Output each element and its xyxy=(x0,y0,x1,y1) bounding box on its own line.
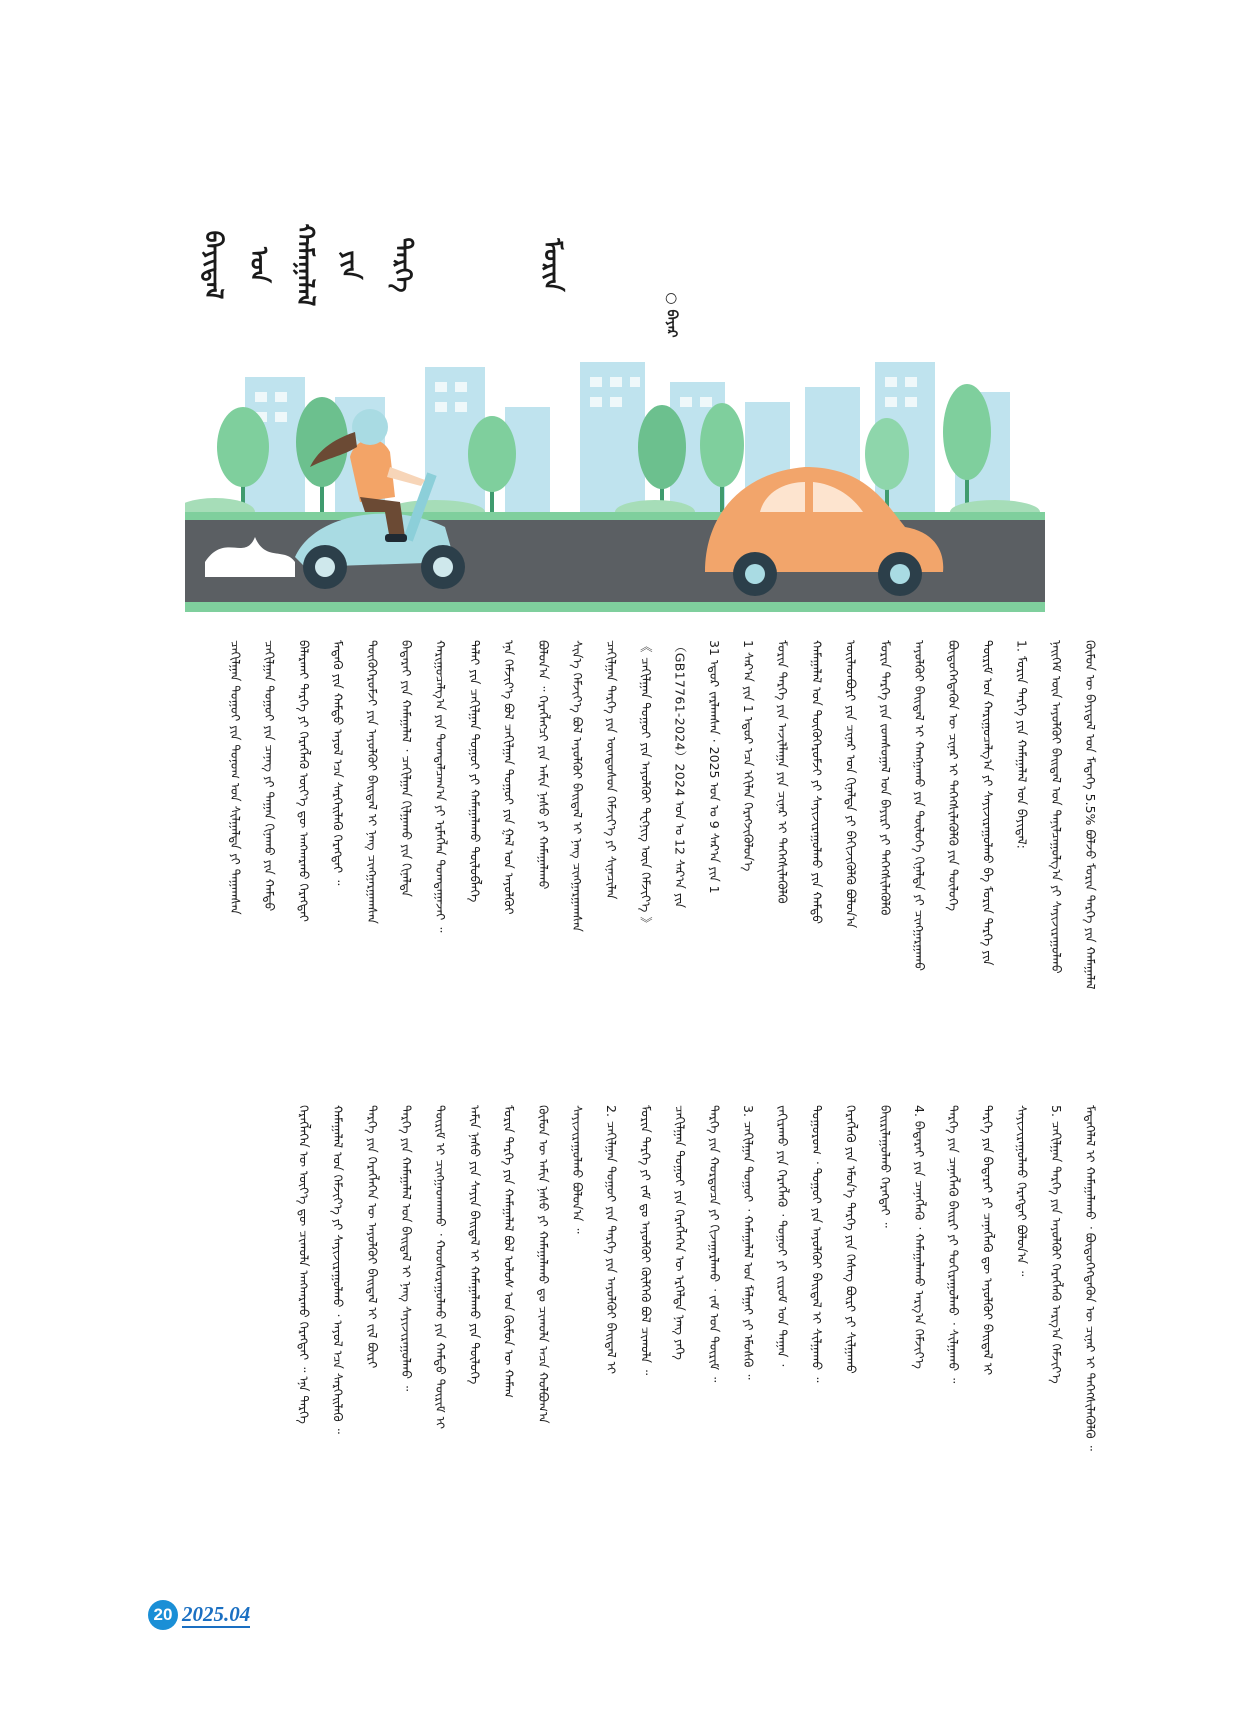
text-line: ᠪᠦᠲᠦᠭᠡᠭᠳᠡᠬᠦᠨ ᠦ ᠴᠢᠨᠠᠷ ᠢ ᠳᠡᠭᠡᠭᠰᠢᠯᠡᠭᠦᠯᠬᠦ ᠶᠢᠨ ᠲᠥᠯᠦᠭᠡ xyxy=(946,640,962,912)
text-line: ᠳᠦᠷᠢᠮ ᠤᠨ ᠬᠠᠷᠢᠭᠤᠴᠠᠯᠭ᠎ᠠ ᠶᠢ ᠰᠠᠶᠢᠵᠢᠷᠠᠭᠤᠯᠬᠤ ᠪᠠ ᠮᠣᠷᠢᠨ ᠲᠡᠷᠭᠡ ᠶᠢᠨ xyxy=(980,640,996,966)
text-column xyxy=(396,1105,417,1585)
text-column xyxy=(704,1105,725,1585)
text-line: ᠴᠠᠬᠢᠯᠭᠠᠨ ᠳᠤᠭᠤᠢ ᠶᠢᠨ ᠴᠡᠨᠡᠭ ᠶᠢ ᠳᠠᠭᠠᠨ ᠬᠢᠨᠠᠬᠤ ᠶᠢᠨ ᠬᠠᠮᠲᠤ xyxy=(262,640,278,912)
text-column xyxy=(1080,640,1101,1070)
text-line: ᠮᠡᠳᠡᠬᠦ ᠶᠢᠨ ᠬᠠᠮᠲᠤ ᠠᠶᠤᠯ ᠡᠴᠡ ᠰᠡᠷᠭᠡᠢᠯᠡᠬᠦ ᠬᠡᠷᠡᠭᠲᠡᠢ ᠃ xyxy=(330,640,346,886)
text-line: （GB17761-2024）2024 ᠣᠨ ᠤ 12 ᠰᠠᠷ᠎ᠠ ᠶᠢᠨ xyxy=(672,640,688,908)
author-byline: ○ ᠪᠠᠶᠠᠷ xyxy=(664,292,680,338)
text-line: ᠰᠠᠶᠢᠵᠢᠷᠠᠭᠤᠯᠬᠤ ᠬᠡᠷᠡᠭᠲᠡᠢ ᠪᠣᠯᠤᠨ᠎ᠠ ᠃ xyxy=(1014,1105,1030,1277)
text-line: ᠬᠦᠮᠦᠨ ᠦ ᠪᠠᠶᠢᠳᠠᠯ ᠤᠨ ᠮᠡᠳᠡᠭᠡ 5.5% ᠪᠣᠯᠵᠤ ᠮᠣᠷᠢᠨ ᠲᠡᠷᠭᠡ ᠶᠢᠨ ᠬᠠᠮᠠᠭᠠᠯᠠᠯ xyxy=(1083,640,1098,990)
text-line: ᠬᠡᠷᠡᠭᠯᠡᠬᠦ ᠶᠢᠨ ᠡᠮᠦᠨ᠎ᠡ ᠲᠡᠷᠭᠡ ᠶᠢᠨ ᠬᠡᠰᠡᠭ ᠪᠦᠷᠢ ᠶᠢ ᠰᠢᠯᠭᠠᠬᠤ xyxy=(843,1105,859,1374)
text-line: ᠪᠣᠯᠤᠨ᠎ᠠ ᠃ ᠬᠡᠷᠡᠭᠯᠡᠭᠴᠢ ᠶᠢᠨ ᠠᠮᠢᠨ ᠨᠠᠰᠤ ᠶᠢ ᠬᠠᠮᠠᠭᠠᠯᠠᠬᠤ xyxy=(535,640,551,890)
text-line: ᠴᠠᠬᠢᠯᠭᠠᠨ ᠳᠤᠭᠤᠢ ᠶᠢᠨ ᠲᠣᠨᠣᠭ ᠤᠨ ᠰᠢᠯᠭᠠᠯᠲᠠ ᠶᠢ ᠳᠠᠭᠠᠭᠰᠠᠨ xyxy=(228,640,243,915)
text-line: ᠴᠠᠬᠢᠯᠭᠠᠨ ᠳᠤᠭᠤᠢ ᠶᠢᠨ ᠬᠡᠷᠡᠭᠯᠡᠭᠡᠨ ᠦ ᠡᠷᠭᠡᠯᠲᠡ ᠨᠡᠩ ᠶᠡᠬᠡ xyxy=(672,1105,688,1360)
text-line: 3. ᠴᠠᠬᠢᠯᠭᠠᠨ ᠳᠤᠭᠤᠢ ᠂ ᠬᠠᠮᠠᠭᠠᠯᠠᠯ ᠤᠨ ᠮᠠᠯᠭᠠᠢ ᠶᠢ ᠡᠮᠦᠰᠬᠦ ᠃ xyxy=(741,1105,756,1380)
text-column xyxy=(1046,640,1067,1070)
text-line: 4. ᠪᠠᠲᠠᠷᠡᠢ ᠶᠢᠨ ᠴᠡᠨᠡᠭᠯᠡᠬᠦ ᠂ ᠬᠠᠮᠠᠭᠠᠯᠠᠬᠤ ᠠᠷᠭ᠎ᠠ ᠬᠡᠮᠵᠢᠶ᠎ᠡ xyxy=(912,1105,927,1369)
text-column xyxy=(601,640,622,1070)
text-line: ᠳᠠᠯᠠᠢ ᠶᠢᠨ ᠴᠠᠬᠢᠯᠭᠠᠨ ᠳᠤᠭᠤᠢ ᠶᠢ ᠬᠠᠮᠠᠭᠠᠯᠠᠬᠤ ᠲᠥᠯᠦᠪᠯᠡᠭᠡ xyxy=(467,640,483,903)
text-line: ᠳᠦᠷᠢᠮ ᠢ ᠴᠢᠩᠭᠠᠳᠬᠠᠬᠤ ᠂ ᠬᠣᠣᠰᠤᠷᠠᠭᠤᠯᠬᠤ ᠶᠢᠨ ᠬᠠᠮᠲᠤ ᠳᠦᠷᠢᠮ ᠢ xyxy=(433,1105,449,1430)
text-line: ᠲᠡᠷᠭᠡ ᠶᠢᠨ ᠪᠠᠲᠠᠷᠡᠢ ᠶᠢ ᠴᠡᠨᠡᠭᠯᠡᠬᠦ ᠳᠦ ᠠᠶᠤᠯᠭᠦᠢ ᠪᠠᠢᠳᠠᠯ ᠢ xyxy=(980,1105,996,1376)
title-word: ᠬᠠᠮᠠᠭᠠᠯᠠᠯ xyxy=(291,223,321,307)
text-column xyxy=(772,640,793,1070)
text-column xyxy=(567,1105,588,1585)
text-line: ᠬᠠᠷᠢᠭᠤᠴᠠᠯᠭ᠎ᠠ ᠶᠢᠨ ᠲᠣᠭᠲᠠᠯᠴᠠᠭ᠎ᠠ ᠶᠢ ᠡᠷᠮᠡᠭᠯᠡᠨ ᠲᠣᠭᠲᠠᠭᠠᠵᠠᠢ ᠃ xyxy=(433,640,449,933)
text-line: ᠠᠮᠢᠨ ᠨᠠᠰᠤ ᠶᠢᠨ ᠰᠠᠶᠢᠨ ᠪᠠᠢᠳᠠᠯ ᠢ ᠬᠠᠮᠠᠭᠠᠯᠠᠬᠤ ᠶᠢᠨ ᠲᠥᠯᠦᠭᠡ xyxy=(467,1105,483,1385)
text-column xyxy=(909,1105,930,1585)
text-line: ᠡᠨᠡ ᠬᠡᠮᠵᠢᠶ᠎ᠡ ᠪᠣᠯ ᠴᠠᠬᠢᠯᠭᠠᠨ ᠳᠤᠭᠤᠢ ᠶᠢᠨ ᠭᠠᠯ ᠤᠨ ᠠᠶᠤᠯᠭᠦᠢ xyxy=(501,640,517,915)
text-column xyxy=(328,1105,349,1585)
text-line: ᠪᠠᠯᠠᠷᠬᠠᠢ ᠲᠡᠷᠭᠡ ᠶᠢ ᠬᠡᠷᠡᠭᠯᠡᠬᠦ ᠦᠶ᠎ᠡ ᠳᠦ ᠠᠩᠬᠠᠷᠬᠤ ᠬᠡᠷᠡᠭᠲᠡᠢ xyxy=(296,640,312,922)
text-column xyxy=(499,640,520,1070)
text-column xyxy=(1012,1105,1033,1585)
text-line: ᠲᠡᠷᠭᠡ ᠶᠢᠨ ᠬᠡᠷᠡᠭᠯᠡᠭᠡᠨ ᠦ ᠠᠶᠤᠯᠭᠦᠢ ᠪᠠᠢᠳᠠᠯ ᠢ ᠵᠢᠯ ᠪᠦᠷᠢ xyxy=(364,1105,380,1369)
title-word: ᠪᠠᠶᠢᠳᠠᠯ xyxy=(199,230,229,300)
scooter-and-car-city-scene xyxy=(185,362,1045,612)
title-word: ᠮᠣᠷᠢᠨ xyxy=(539,238,569,292)
text-column xyxy=(875,1105,896,1585)
text-line: ᠬᠦᠮᠦᠨ ᠦ ᠠᠮᠢᠨ ᠨᠠᠰᠤ ᠶᠢ ᠬᠠᠮᠠᠭᠠᠯᠠᠬᠤ ᠳᠤ ᠴᠢᠬᠤᠯᠠ ᠠᠴᠠ ᠬᠣᠯᠪᠣᠭ᠎ᠠ xyxy=(535,1105,551,1424)
text-column xyxy=(1012,640,1033,1070)
road-edge xyxy=(185,512,1045,520)
text-column xyxy=(533,1105,554,1585)
text-line: ᠲᠣᠭᠤᠷᠤᠭ ᠂ ᠳᠣᠭᠤᠢ ᠶᠢᠨ ᠠᠶᠤᠯᠭᠦᠢ ᠪᠠᠢᠳᠠᠯ ᠢ ᠰᠢᠯᠭᠠᠬᠤ ᠃ xyxy=(809,1105,825,1383)
text-line: ᠲᠡᠷᠭᠡ ᠶᠢᠨ ᠴᠡᠨᠡᠭᠯᠡᠬᠦ ᠪᠠᠢᠷᠢ ᠶᠢ ᠲᠣᠬᠢᠷᠠᠭᠤᠯᠬᠤ ᠂ ᠰᠢᠯᠭᠠᠬᠤ ᠃ xyxy=(946,1105,962,1384)
text-column xyxy=(738,1105,759,1585)
text-line: ᠪᠠᠲᠠᠷᠡᠢ ᠶᠢᠨ ᠬᠠᠮᠠᠭᠠᠯᠠᠯ ᠂ ᠴᠠᠬᠢᠯᠭᠠᠨ ᠬᠢᠯᠭᠠᠬᠤ ᠶᠢᠨ ᠬᠢᠨᠠᠯᠲᠠ xyxy=(399,640,414,897)
text-line: ᠪᠠᠢᠷᠢᠯᠠᠭᠤᠯᠬᠤ ᠬᠡᠷᠡᠭᠲᠡᠢ ᠃ xyxy=(877,1105,893,1228)
text-column xyxy=(499,1105,520,1585)
article-title xyxy=(200,190,670,390)
text-line: ᠬᠠᠮᠠᠭᠠᠯᠠᠯ ᠤᠨ ᠲᠥᠬᠥᠭᠡᠷᠦᠮᠵᠢ ᠶᠢ ᠰᠠᠶᠢᠵᠢᠷᠠᠭᠤᠯᠬᠤ ᠶᠢᠨ ᠬᠠᠮᠲᠤ xyxy=(809,640,825,924)
text-column xyxy=(977,640,998,1070)
text-line: 《 ᠴᠠᠬᠢᠯᠭᠠᠨ ᠳᠤᠭᠤᠢ ᠶᠢᠨ ᠠᠶᠤᠯᠭᠦᠢ ᠲᠧᠬᠨᠢᠭ ᠦᠨ ᠬᠡᠮᠵᠢᠶ᠎ᠡ 》 xyxy=(638,640,654,930)
text-line: ᠮᠣᠷᠢᠨ ᠲᠡᠷᠭᠡ ᠶᠢᠨ ᠬᠠᠮᠠᠭᠠᠯᠠᠯ ᠪᠣᠯ ᠤᠯᠤᠰ ᠤᠨ ᠬᠦᠮᠦᠨ ᠦ ᠬᠠᠮᠠᠭ xyxy=(501,1105,517,1398)
text-line: ᠮᠣᠷᠢᠨ ᠲᠡᠷᠭᠡ ᠶᠢᠨ ᠵᠣᠭᠰᠤᠭᠠᠯ ᠤᠨ ᠪᠠᠶᠢᠷᠢ ᠶᠢ ᠳᠡᠭᠡᠭᠰᠢᠯᠡᠭᠦᠯᠬᠦ xyxy=(877,640,893,916)
text-line: ᠵᠠᠬᠢᠷᠠᠬᠤ ᠶᠢᠨ ᠬᠡᠷᠡᠭᠯᠡᠬᠦ ᠂ ᠳᠤᠭᠤᠢ ᠶᠢ ᠵᠢᠷᠤᠮ ᠤᠨ ᠳᠠᠭᠠᠨ ᠂ xyxy=(775,1105,791,1367)
text-column xyxy=(362,640,383,1070)
text-line: ᠠᠶᠤᠯᠭᠦᠢ ᠪᠠᠢᠳᠠᠯ ᠢ ᠬᠠᠩᠭᠠᠬᠤ ᠶᠢᠨ ᠲᠥᠯᠦᠭᠡ ᠬᠢᠨᠠᠯᠲᠠ ᠶᠢ ᠴᠢᠩᠭᠠᠷᠭᠠᠬᠤ xyxy=(912,640,927,971)
text-line: ᠮᠣᠷᠢᠨ ᠲᠡᠷᠭᠡ ᠶᠢ ᠵᠠᠮ ᠳᠤ ᠠᠶᠤᠯᠭᠦᠢ ᠬᠦᠯᠭᠡᠬᠦ ᠪᠣᠯ ᠴᠢᠬᠤᠯᠠ ᠃ xyxy=(638,1105,654,1376)
text-line: ᠬᠡᠷᠡᠭᠯᠡᠭᠡᠨ ᠦ ᠦᠶ᠎ᠡ ᠳᠦ ᠴᠢᠬᠤᠯᠠ ᠠᠩᠬᠠᠷᠬᠤ ᠬᠡᠷᠡᠭᠲᠡᠢ ᠃ ᠡᠨᠡ ᠲᠡᠷᠭᠡ xyxy=(296,1105,312,1424)
text-column xyxy=(430,640,451,1070)
page-footer xyxy=(148,1600,250,1630)
text-line: ᠰᠠᠶᠢᠵᠢᠷᠠᠭᠤᠯᠬᠤ ᠪᠣᠯᠤᠨ᠎ᠠ ᠃ xyxy=(570,1105,585,1234)
text-column xyxy=(1080,1105,1101,1585)
text-line: ᠬᠠᠮᠠᠭᠠᠯᠠᠯ ᠤᠨ ᠬᠡᠮᠵᠢᠶ᠎ᠡ ᠶᠢ ᠰᠠᠶᠢᠵᠢᠷᠠᠭᠤᠯᠬᠤ ᠂ ᠠᠶᠤᠯ ᠡᠴᠡ ᠰᠡᠷᠭᠡᠢᠯᠡᠬᠦ ᠃ xyxy=(330,1105,346,1434)
text-column xyxy=(670,1105,691,1585)
title-word: ᠶᠢᠨ xyxy=(337,250,366,280)
page-number: 20 xyxy=(148,1600,178,1630)
text-line: ᠲᠡᠷᠭᠡ ᠶᠢᠨ ᠬᠤᠷᠳᠤᠴᠠ ᠶᠢ ᠬᠢᠵᠠᠭᠠᠷᠯᠠᠬᠤ ᠂ ᠵᠠᠮ ᠤᠨ ᠳᠦᠷᠢᠮ ᠃ xyxy=(706,1105,722,1383)
text-column xyxy=(362,1105,383,1585)
text-column xyxy=(567,640,588,1070)
text-line: 1 ᠰᠠᠷ᠎ᠠ ᠶᠢᠨ 1 ᠡᠳᠦᠷ ᠡᠴᠡ ᠡᠬᠢᠯᠡᠨ ᠬᠡᠷᠡᠭᠵᠢᠭᠦᠯᠦᠨ᠎ᠡ xyxy=(741,640,756,872)
text-column xyxy=(293,640,314,1070)
text-column xyxy=(738,640,759,1070)
text-column xyxy=(841,640,862,1070)
text-line: 5. ᠴᠠᠬᠢᠯᠭᠠᠨ ᠲᠡᠷᠭᠡ ᠶᠢᠨ ᠠᠶᠤᠯᠭᠦᠢ ᠬᠡᠷᠡᠭᠯᠡᠬᠦ ᠠᠷᠭ᠎ᠠ ᠬᠡᠮᠵᠢᠶ᠎ᠡ xyxy=(1048,1105,1064,1384)
text-column xyxy=(943,1105,964,1585)
text-column xyxy=(909,640,930,1070)
text-line: ᠲᠥᠬᠥᠭᠡᠷᠦᠮᠵᠢ ᠶᠢᠨ ᠠᠶᠤᠯᠭᠦᠢ ᠪᠠᠢᠳᠠᠯ ᠢ ᠨᠡᠩ ᠴᠢᠩᠭᠠᠷᠭᠠᠭᠰᠠᠨ xyxy=(364,640,380,924)
text-column xyxy=(533,640,554,1070)
road-edge-bottom xyxy=(185,602,1045,612)
text-column xyxy=(430,1105,451,1585)
text-column xyxy=(806,640,827,1070)
text-line: ᠨᠡᠢᠭᠡᠮ ᠦᠨ ᠠᠶᠤᠯᠭᠦᠢ ᠪᠠᠢᠳᠠᠯ ᠤᠨ ᠲᠠᠨᠢᠯᠴᠠᠭᠤᠯᠭ᠎ᠠ ᠶᠢ ᠰᠠᠶᠢᠵᠢᠷᠠᠭᠤᠯᠬᠤ xyxy=(1048,640,1064,974)
text-column xyxy=(259,640,280,1070)
text-line: ᠲᠡᠷᠭᠡ ᠶᠢᠨ ᠬᠠᠮᠠᠭᠠᠯᠠᠯ ᠤᠨ ᠪᠠᠢᠳᠠᠯ ᠢ ᠨᠡᠩ ᠰᠠᠶᠢᠵᠢᠷᠠᠭᠤᠯᠬᠤ ᠃ xyxy=(399,1105,414,1392)
text-column xyxy=(670,640,691,1070)
text-column xyxy=(772,1105,793,1585)
text-line: ᠰᠢᠨ᠎ᠡ ᠬᠡᠮᠵᠢᠶ᠎ᠡ ᠪᠣᠯ ᠠᠶᠤᠯᠭᠦᠢ ᠪᠠᠢᠳᠠᠯ ᠢ ᠨᠡᠩ ᠴᠢᠩᠭᠠᠷᠭᠠᠭᠰᠠᠨ xyxy=(570,640,585,932)
text-line: 1. ᠮᠣᠷᠢᠨ ᠲᠡᠷᠭᠡ ᠶᠢᠨ ᠬᠠᠮᠠᠭᠠᠯᠠᠯ ᠤᠨ ᠪᠠᠶᠢᠳᠠᠯ: xyxy=(1014,640,1030,849)
text-line: ᠦᠢᠯᠡᠳᠪᠦᠷᠢ ᠶᠢᠨ ᠴᠢᠨᠠᠷ ᠤᠨ ᠬᠢᠨᠠᠯᠲᠠ ᠶᠢ ᠪᠡᠬᠢᠵᠢᠭᠦᠯᠬᠦ ᠪᠣᠯᠤᠨ᠎ᠠ xyxy=(843,640,859,929)
text-column xyxy=(704,640,725,1070)
text-column xyxy=(601,1105,622,1585)
text-column xyxy=(396,640,417,1070)
text-column xyxy=(635,1105,656,1585)
text-column xyxy=(1046,1105,1067,1585)
text-column xyxy=(977,1105,998,1585)
text-line: ᠴᠠᠬᠢᠯᠭᠠᠨ ᠲᠡᠷᠭᠡ ᠶᠢᠨ ᠦᠨᠳᠦᠰᠦᠨ ᠬᠡᠮᠵᠢᠶ᠎ᠡ ᠶᠢ ᠰᠢᠨᠡᠴᠢᠯᠡᠨ xyxy=(604,640,620,900)
text-column xyxy=(328,640,349,1070)
text-line: 31 ᠡᠳᠦᠷ ᠵᠠᠷᠯᠠᠭᠰᠠᠨ · 2025 ᠣᠨ ᠤ 9 ᠰᠠᠷ᠎ᠠ ᠶᠢᠨ 1 xyxy=(706,640,722,894)
title-word: ᠤᠨ xyxy=(245,247,274,283)
text-line: ᠮᠣᠷᠢᠨ ᠲᠡᠷᠭᠡ ᠶᠢᠨ ᠠᠵᠢᠯᠯᠠᠭᠠ ᠶᠢᠨ ᠴᠢᠨᠠᠷ ᠢ ᠳᠡᠭᠡᠭᠰᠢᠯᠡᠭᠦᠯᠬᠦ xyxy=(775,640,791,904)
text-column xyxy=(464,1105,485,1585)
text-column xyxy=(293,1105,314,1585)
text-column xyxy=(225,640,246,1070)
issue-label: 2025.04 xyxy=(182,1602,251,1626)
text-line: 2. ᠴᠠᠬᠢᠯᠭᠠᠨ ᠳᠤᠭᠤᠢ ᠶᠢᠨ ᠲᠡᠷᠭᠡ ᠶᠢᠨ ᠠᠶᠤᠯᠭᠦᠢ ᠪᠠᠢᠳᠠᠯ ᠢ xyxy=(604,1105,620,1375)
title-word: ᠲᠡᠷᠭᠡ xyxy=(389,237,419,293)
text-column xyxy=(943,640,964,1070)
text-column xyxy=(806,1105,827,1585)
text-column xyxy=(875,640,896,1070)
text-column xyxy=(841,1105,862,1585)
text-column xyxy=(464,640,485,1070)
text-line: ᠮᠡᠳᠡᠭᠡᠯᠡᠯ ᠢ ᠬᠠᠮᠠᠭᠠᠯᠠᠬᠤ ᠂ ᠪᠦᠲᠦᠭᠡᠭᠳᠡᠬᠦᠨ ᠦ ᠴᠢᠨᠠᠷ ᠢ ᠳᠡᠭᠡᠭᠰᠢᠯᠡᠭᠦᠯᠬᠦ ᠃ xyxy=(1083,1105,1098,1451)
text-column xyxy=(635,640,656,1070)
